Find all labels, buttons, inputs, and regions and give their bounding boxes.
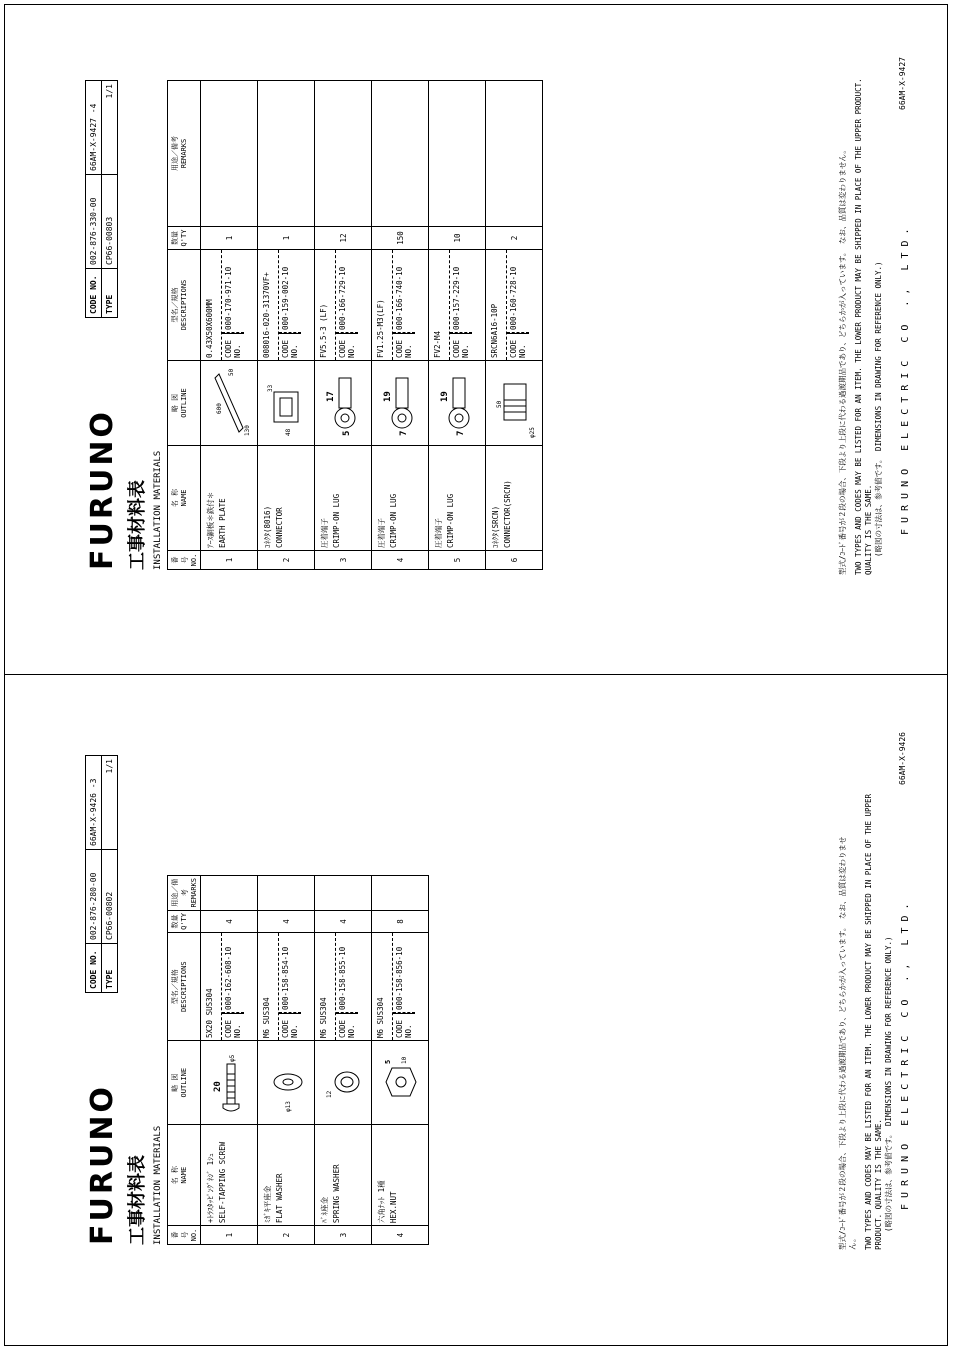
svg-text:12: 12 bbox=[326, 1090, 333, 1098]
header-outline: 略 図 OUTLINE bbox=[168, 361, 201, 446]
svg-text:φ13: φ13 bbox=[285, 1100, 292, 1112]
table-row: 3 ﾊﾞﾈ座金 SPRING WASHER 12 M6 SUS304 CODE NO. 000-158-855-10 4 bbox=[315, 876, 372, 1245]
svg-text:50: 50 bbox=[496, 400, 503, 408]
company-name: FURUNO ELECTRIC CO ., LTD. bbox=[900, 897, 911, 1210]
header-no: 番 号 NO. bbox=[168, 1226, 201, 1245]
svg-text:7: 7 bbox=[456, 430, 466, 436]
crimp-lug-icon bbox=[321, 368, 365, 438]
page-number: 1/1 bbox=[102, 81, 118, 175]
table-header bbox=[168, 81, 201, 570]
spring-washer-icon bbox=[321, 1048, 365, 1118]
material-doc-9427 bbox=[85, 80, 565, 570]
svg-text:50: 50 bbox=[228, 368, 235, 376]
furuno-logo: FURUNO bbox=[85, 409, 120, 570]
header-desc: 型名／規格 DESCRIPTIONS bbox=[168, 250, 201, 361]
doc-ref: 66AM-X-9426 bbox=[898, 732, 907, 785]
table-row: 1 +ﾄﾗｽﾀｯﾋﾟﾝｸﾞﾈｼﾞ 1ｼｭ SELF-TAPPING SCREW 20 φ5 5X20 SUS304 CODE NO. 000-162-608-10 4 bbox=[201, 876, 258, 1245]
page-number: 1/1 bbox=[102, 756, 118, 850]
type-label: TYPE bbox=[102, 269, 118, 318]
svg-text:17: 17 bbox=[326, 391, 336, 402]
crimp-lug-icon bbox=[435, 368, 479, 438]
table-row: 6 ｺﾈｸﾀ(SRCN) CONNECTOR(SRCN) 50 φ25 SRCN6A16-10P CODE NO. 000-160-728-10 2 bbox=[486, 81, 543, 570]
header-name: 名 称 NAME bbox=[168, 446, 201, 551]
svg-text:20: 20 bbox=[213, 1080, 223, 1092]
header-outline: 略 図 OUTLINE bbox=[168, 1041, 201, 1125]
doc-ref: 66AM-X-9427 bbox=[898, 57, 907, 110]
svg-text:48: 48 bbox=[285, 428, 292, 436]
code-label: CODE NO. bbox=[86, 269, 102, 318]
type-label: TYPE bbox=[102, 944, 118, 993]
header-remarks: 用途／備考 REMARKS bbox=[168, 876, 201, 911]
title-jp: 工事材料表 bbox=[127, 1155, 148, 1245]
screw-icon bbox=[207, 1048, 251, 1118]
connector-block-icon bbox=[264, 368, 308, 438]
header-qty: 数量 Q'TY bbox=[168, 910, 201, 933]
flat-washer-icon bbox=[264, 1048, 308, 1118]
code-ref: 66AM-X-9426 -3 bbox=[86, 756, 102, 850]
svg-text:600: 600 bbox=[216, 403, 223, 414]
svg-text:19: 19 bbox=[440, 391, 450, 402]
notes-9427: 型式/ｺｰﾄﾞ番号が２段の場合、下段より上段に代わる過渡期品であり、どちらかが入っています。 なお、品質は変わりません。 TWO TYPES AND CODES MAY BE LISTED FOR AN ITEM. THE LOWER PRODUCT MAY BE SHIPPED IN PLACE OF THE UPPER PRODUCT. QUALITY IS THE SAME. (略図の寸法は、参考値です。 DIMENSIONS IN DRAWING FOR REFERENCE ONLY.) bbox=[838, 78, 883, 575]
crimp-lug-icon bbox=[378, 368, 422, 438]
company-name: FURUNO ELECTRIC CO ., LTD. bbox=[900, 222, 911, 535]
code-box bbox=[85, 755, 118, 993]
table-row: 4 六角ﾅｯﾄ 1種 HEX.NUT 5 10 M6 SUS304 CODE NO. 000-158-856-10 8 bbox=[372, 876, 429, 1245]
table-header bbox=[168, 876, 201, 1245]
title-en: INSTALLATION MATERIALS bbox=[153, 1125, 163, 1245]
round-connector-icon bbox=[492, 368, 536, 438]
code-box bbox=[85, 80, 118, 318]
table-row: 2 ｺﾈｸﾀ(8016) CONNECTOR 33 48 008016-020-31370VF+ CODE NO. 000-159-002-10 1 bbox=[258, 81, 315, 570]
type-value: CP66-00802 bbox=[102, 850, 118, 944]
hex-nut-icon bbox=[378, 1048, 422, 1118]
title-jp: 工事材料表 bbox=[127, 480, 148, 570]
material-doc-9426 bbox=[85, 755, 565, 1245]
materials-table bbox=[167, 80, 543, 570]
svg-text:33: 33 bbox=[267, 384, 274, 392]
header-desc: 型名／規格 DESCRIPTIONS bbox=[168, 933, 201, 1041]
header-remarks: 用途／備考 REMARKS bbox=[168, 81, 201, 227]
furuno-logo: FURUNO bbox=[85, 1084, 120, 1245]
code-value: 002-876-330-00 bbox=[86, 175, 102, 269]
svg-text:φ5: φ5 bbox=[229, 1054, 236, 1062]
materials-table bbox=[167, 875, 429, 1245]
svg-text:5: 5 bbox=[384, 1059, 392, 1064]
notes-9426: 型式/ｺｰﾄﾞ番号が２段の場合、下段より上段に代わる過渡期品であり、どちらかが入っています。 なお、品質は変わりませ ん。 TWO TYPES AND CODES MAY BE LISTED FOR AN ITEM. THE LOWER PRODUCT MAY BE SHIPPED IN PLACE OF THE UPPER PRODUCT. QUALITY IS THE SAME. (略図の寸法は、参考値です。 DIMENSIONS IN DRAWING FOR REFERENCE ONLY.) bbox=[838, 793, 893, 1250]
code-label: CODE NO. bbox=[86, 944, 102, 993]
svg-text:7: 7 bbox=[399, 430, 409, 436]
code-value: 002-876-280-00 bbox=[86, 850, 102, 944]
svg-text:φ25: φ25 bbox=[529, 427, 536, 438]
header-no: 番 号 NO. bbox=[168, 551, 201, 570]
table-row: 3 圧着端子 CRIMP-ON LUG 17 5 FV5.5-3 (LF) CODE NO. 000-166-729-10 12 bbox=[315, 81, 372, 570]
earth-plate-icon bbox=[209, 368, 249, 438]
svg-text:19: 19 bbox=[383, 391, 393, 402]
svg-text:5: 5 bbox=[342, 430, 352, 436]
sheet-bottom bbox=[0, 675, 954, 1350]
table-row: 1 ｱｰｽ銅板＊鉄付＊ EARTH PLATE 600 50 130 0.43X50X600MM CODE NO. 000-170-971-10 1 bbox=[201, 81, 258, 570]
header-name: 名 称 NAME bbox=[168, 1125, 201, 1226]
table-row: 5 圧着端子 CRIMP-ON LUG 19 7 FV2-M4 CODE NO. 000-157-229-10 10 bbox=[429, 81, 486, 570]
header-qty: 数量 Q'TY bbox=[168, 227, 201, 250]
title-en: INSTALLATION MATERIALS bbox=[153, 450, 163, 570]
code-ref: 66AM-X-9427 -4 bbox=[86, 81, 102, 175]
table-row: 4 圧着端子 CRIMP-ON LUG 19 7 FV1.25-M3(LF) CODE NO. 000-166-740-10 150 bbox=[372, 81, 429, 570]
svg-text:130: 130 bbox=[244, 425, 251, 436]
svg-text:10: 10 bbox=[401, 1056, 408, 1064]
table-row: 2 ﾐｶﾞｷ平座金 FLAT WASHER φ13 M6 SUS304 CODE NO. 000-158-854-10 4 bbox=[258, 876, 315, 1245]
type-value: CP66-00803 bbox=[102, 175, 118, 269]
